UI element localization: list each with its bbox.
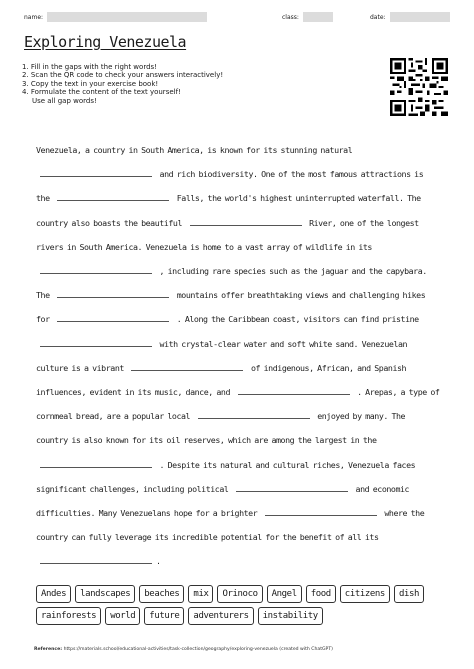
name-field bbox=[24, 12, 207, 22]
text-segment: . Along the Caribbean coast, visitors can find pristine bbox=[176, 314, 419, 325]
gap-field[interactable] bbox=[238, 385, 350, 395]
text-segment: Venezuela, a country in South America, is known for its stunning natural bbox=[36, 145, 353, 155]
class-label: class: bbox=[282, 13, 299, 21]
gap-field[interactable] bbox=[40, 554, 152, 564]
reference-label: Reference: bbox=[34, 647, 63, 652]
gap-field[interactable] bbox=[40, 337, 152, 347]
instruction-item: 4. Formulate the content of the text yourself! bbox=[22, 88, 181, 97]
date-label: date: bbox=[370, 13, 386, 21]
date-input-box[interactable] bbox=[390, 12, 450, 22]
text-segment: with crystal-clear water and soft white sand. Venezuelan culture is a vibrant bbox=[36, 338, 408, 373]
text-segment: . Despite its natural and cultural riches, Venezuela faces significant challenges, including political bbox=[36, 459, 416, 494]
instruction-item: 3. Copy the text in your exercise book! bbox=[22, 79, 159, 88]
class-input-box[interactable] bbox=[303, 12, 333, 22]
text-segment: mountains offer breathtaking views and challenging hikes for bbox=[36, 290, 426, 325]
instruction-item: 2. Scan the QR code to check your answers interactively! bbox=[22, 71, 224, 80]
word-chip[interactable]: dish bbox=[394, 585, 424, 603]
qr-code-icon[interactable] bbox=[390, 58, 448, 116]
gap-field[interactable] bbox=[57, 288, 169, 298]
gap-field[interactable] bbox=[57, 312, 169, 322]
gap-field[interactable] bbox=[40, 167, 152, 177]
gap-field[interactable] bbox=[190, 216, 302, 226]
text-segment: River, one of the longest rivers in South America. Venezuela is home to a vast array of wildlife in its bbox=[36, 217, 419, 252]
word-chip[interactable]: instability bbox=[258, 607, 323, 625]
word-chip[interactable]: citizens bbox=[340, 585, 390, 603]
word-chip[interactable]: Orinoco bbox=[217, 585, 262, 603]
word-bank bbox=[36, 585, 446, 625]
word-chip[interactable]: landscapes bbox=[75, 585, 135, 603]
gap-field[interactable] bbox=[40, 458, 152, 468]
text-segment: where the country can fully leverage its incredible potential for the benefit of all its bbox=[36, 508, 425, 543]
text-segment: and economic difficulties. Many Venezuelans hope for a brighter bbox=[36, 483, 410, 519]
word-chip[interactable]: rainforests bbox=[36, 607, 101, 625]
text-segment: of indigenous, African, and Spanish influences, evident in its music, dance, and bbox=[36, 362, 407, 398]
word-chip[interactable]: beaches bbox=[139, 585, 184, 603]
reference-line bbox=[34, 647, 454, 652]
text-segment: and rich biodiversity. One of the most famous attractions is the bbox=[36, 169, 424, 204]
word-chip[interactable]: future bbox=[144, 607, 184, 625]
gap-text-paragraph bbox=[36, 138, 440, 574]
text-segment: Falls, the world's highest uninterrupted waterfall. The country also boasts the beautiful bbox=[36, 193, 421, 228]
page-title: Exploring Venezuela bbox=[24, 33, 187, 51]
text-segment: enjoyed by many. The country is also known for its oil reserves, which are among the largest in the bbox=[36, 411, 406, 446]
gap-field[interactable] bbox=[198, 409, 310, 419]
word-chip[interactable]: Andes bbox=[36, 585, 71, 603]
word-chip[interactable]: adventurers bbox=[188, 607, 253, 625]
gap-field[interactable] bbox=[40, 264, 152, 274]
instruction-item: 1. Fill in the gaps with the right words! bbox=[22, 63, 157, 71]
gap-field[interactable] bbox=[131, 361, 243, 371]
instruction-item: Use all gap words! bbox=[32, 96, 97, 105]
text-segment: , including rare species such as the jaguar and the capybara. The bbox=[36, 266, 427, 301]
reference-link[interactable]: https://materials.school/educational-activities/task-collection/geography/exploring-venezuela (created with ChatGPT) bbox=[63, 647, 333, 652]
date-field bbox=[370, 12, 450, 22]
word-chip[interactable]: mix bbox=[188, 585, 213, 603]
gap-field[interactable] bbox=[265, 506, 377, 516]
gap-field[interactable] bbox=[57, 191, 169, 201]
word-chip[interactable]: Angel bbox=[267, 585, 302, 603]
text-segment: . bbox=[156, 556, 161, 567]
class-field bbox=[282, 12, 333, 22]
word-chip[interactable]: food bbox=[306, 585, 336, 603]
text-segment: . Arepas, a type of cornmeal bread, are a popular local bbox=[36, 387, 440, 422]
name-input-box[interactable] bbox=[47, 12, 207, 22]
word-chip[interactable]: world bbox=[105, 607, 140, 625]
gap-field[interactable] bbox=[236, 482, 348, 492]
instructions-list bbox=[22, 63, 362, 105]
name-label: name: bbox=[24, 13, 44, 21]
worksheet-header bbox=[24, 12, 450, 26]
